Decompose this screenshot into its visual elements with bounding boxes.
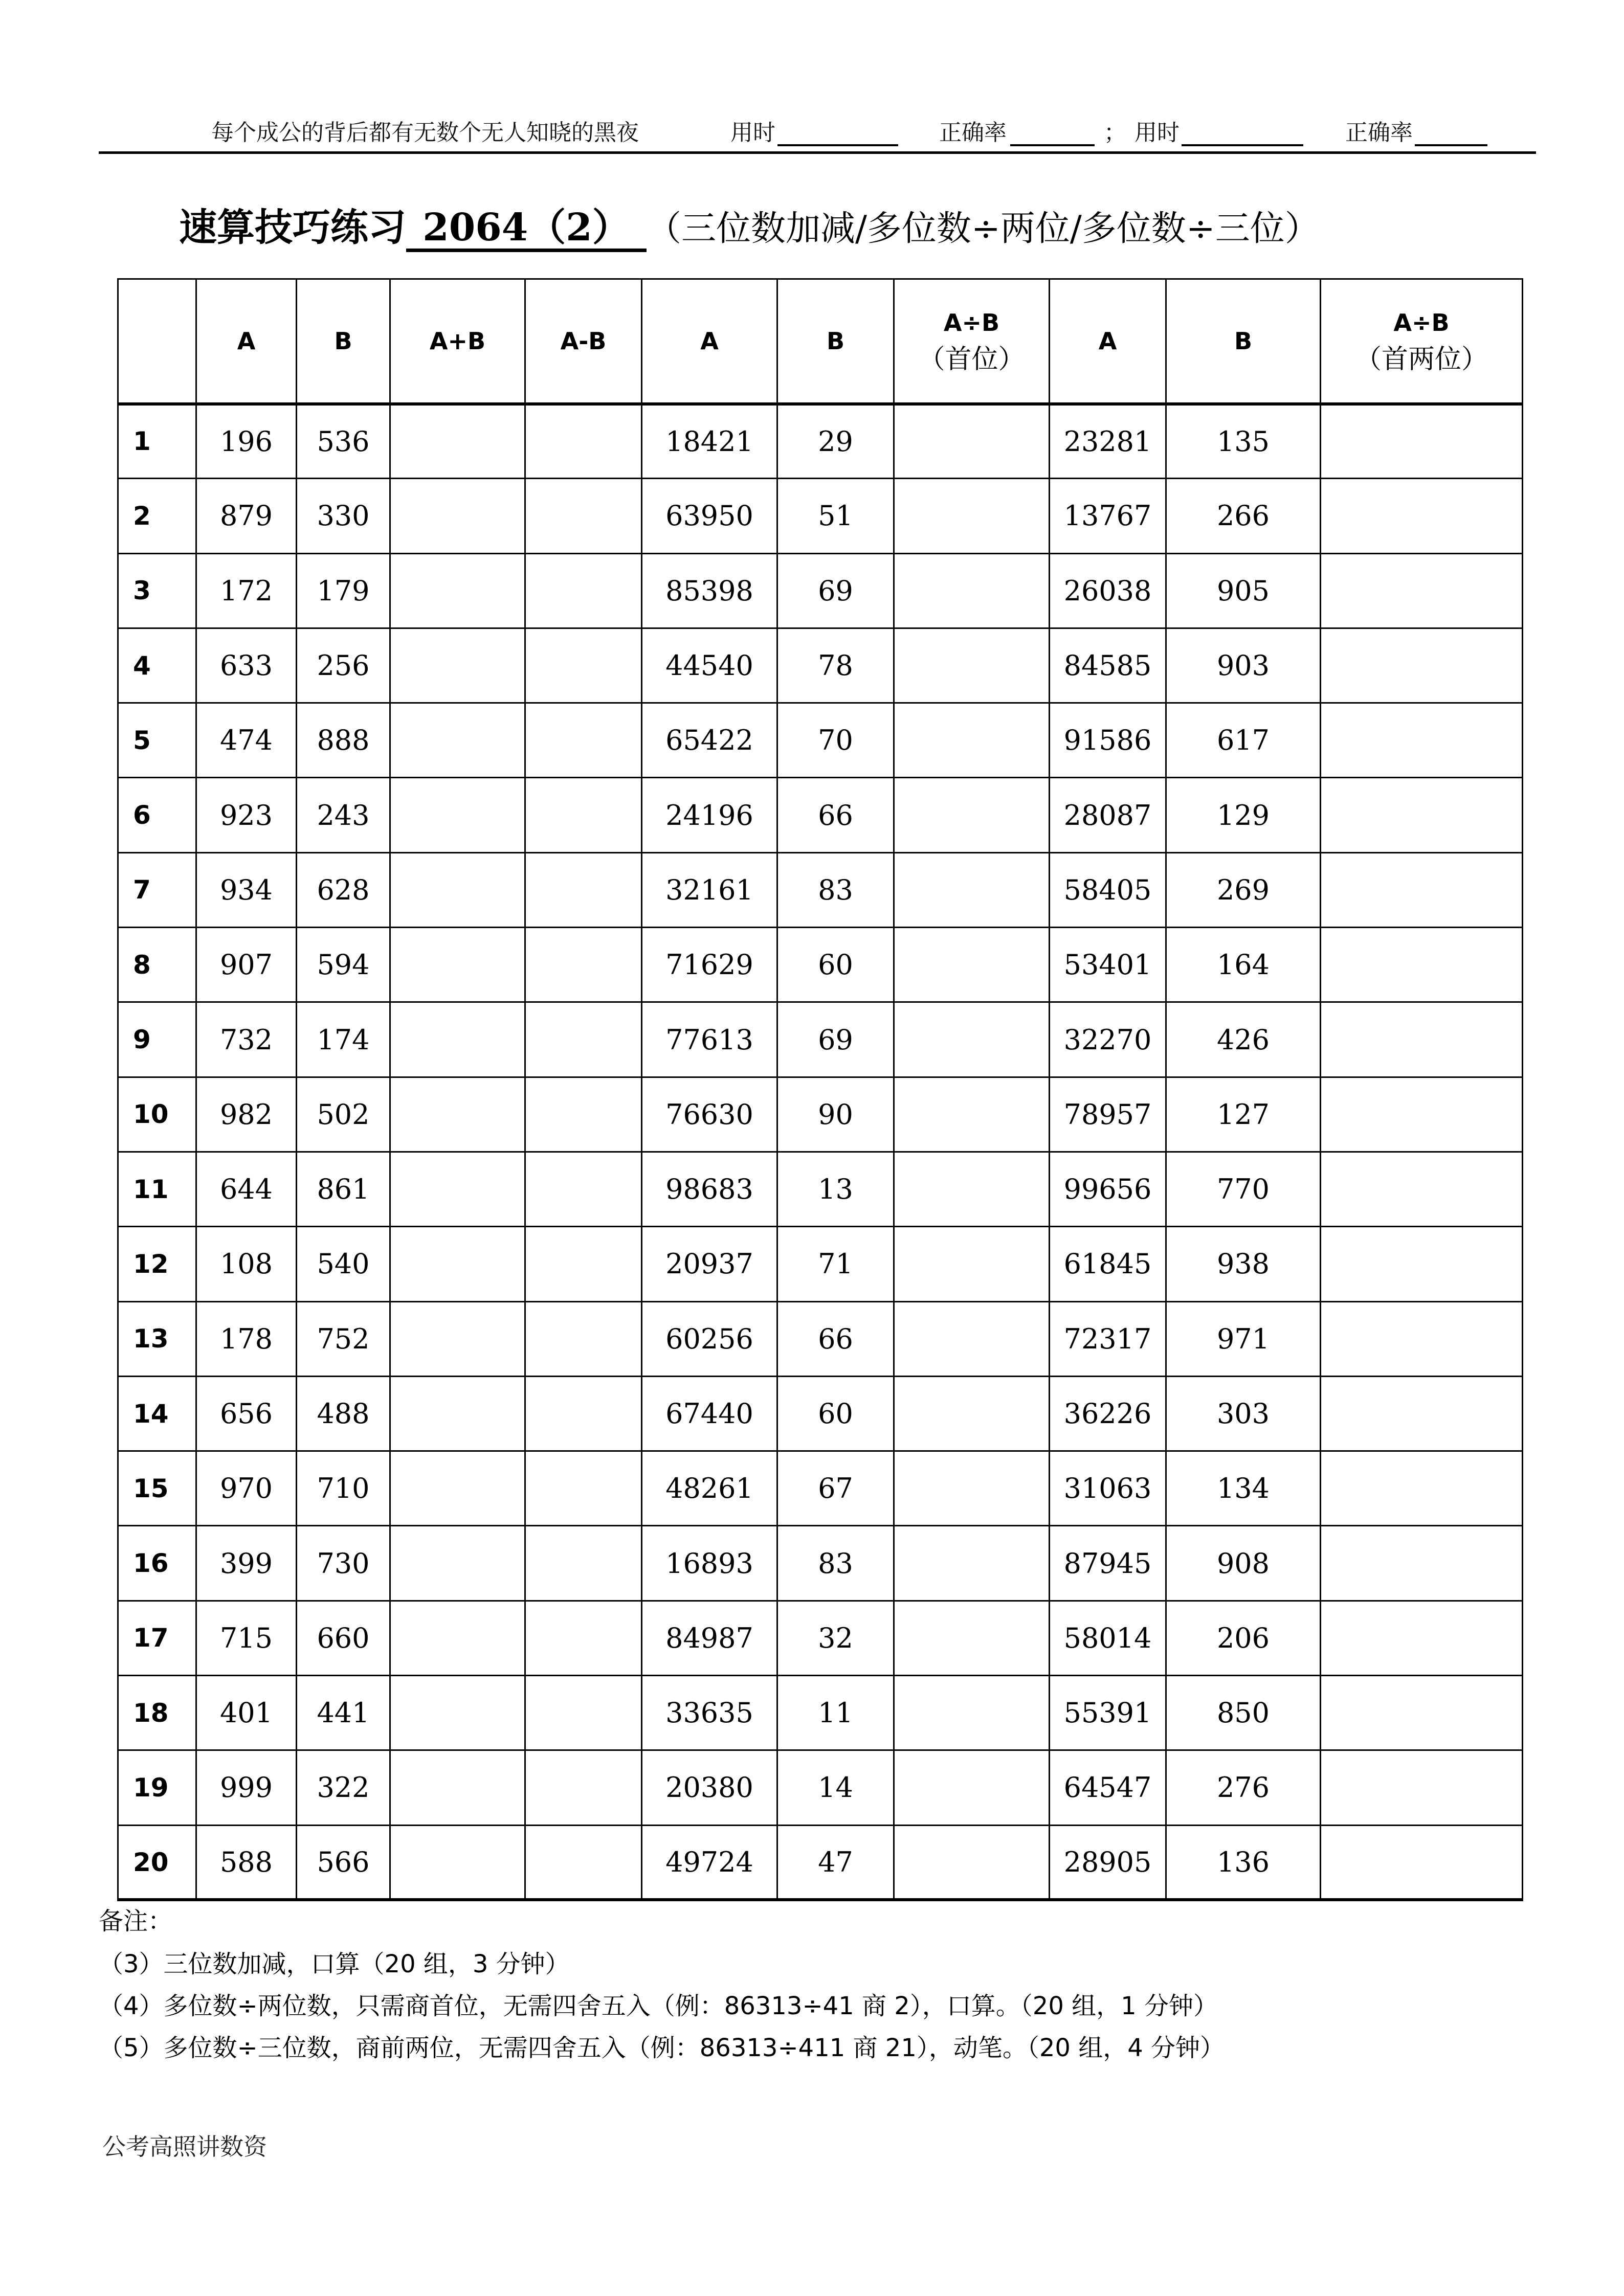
div3-answer-cell[interactable] [1321, 1301, 1523, 1376]
div2-a: 98683 [642, 1152, 777, 1226]
title-number: 2064（2） [406, 207, 647, 252]
sum-answer-cell[interactable] [390, 1227, 525, 1301]
div2-a: 71629 [642, 928, 777, 1002]
div2-answer-cell[interactable] [894, 1002, 1050, 1077]
diff-answer-cell[interactable] [525, 1227, 642, 1301]
div3-a: 53401 [1050, 928, 1166, 1002]
accuracy-blank-1[interactable] [1010, 144, 1095, 146]
addsub-a: 982 [196, 1077, 297, 1152]
div3-answer-cell[interactable] [1321, 1077, 1523, 1152]
addsub-b: 888 [297, 703, 390, 778]
diff-answer-cell[interactable] [525, 628, 642, 703]
addsub-b: 730 [297, 1526, 390, 1601]
addsub-b: 243 [297, 778, 390, 852]
div3-b: 770 [1166, 1152, 1321, 1226]
addsub-b: 330 [297, 479, 390, 553]
col-header-a2: A [642, 279, 777, 404]
div2-answer-cell[interactable] [894, 1301, 1050, 1376]
row-index: 7 [118, 852, 196, 927]
div2-b: 67 [777, 1451, 894, 1526]
sum-answer-cell[interactable] [390, 628, 525, 703]
div3-a: 64547 [1050, 1750, 1166, 1825]
addsub-b: 861 [297, 1152, 390, 1226]
col-header-a1: A [196, 279, 297, 404]
diff-answer-cell[interactable] [525, 553, 642, 628]
div3-a: 36226 [1050, 1376, 1166, 1451]
addsub-b: 322 [297, 1750, 390, 1825]
div3-b: 127 [1166, 1077, 1321, 1152]
div2-a: 67440 [642, 1376, 777, 1451]
div2-a: 48261 [642, 1451, 777, 1526]
div3-answer-cell[interactable] [1321, 852, 1523, 927]
div2-a: 65422 [642, 703, 777, 778]
div3-a: 72317 [1050, 1301, 1166, 1376]
div2-answer-cell[interactable] [894, 1077, 1050, 1152]
sum-answer-cell[interactable] [390, 479, 525, 553]
accuracy-label-2: 正确率 [1345, 120, 1413, 146]
div3-answer-cell[interactable] [1321, 1376, 1523, 1451]
time-blank-2[interactable] [1182, 144, 1303, 146]
div2-a: 60256 [642, 1301, 777, 1376]
motto-text: 每个成公的背后都有无数个无人知晓的黑夜 [211, 120, 639, 146]
div2-b: 71 [777, 1227, 894, 1301]
addsub-b: 566 [297, 1825, 390, 1900]
div3-answer-cell[interactable] [1321, 1526, 1523, 1601]
div2-answer-cell[interactable] [894, 852, 1050, 927]
div3-b: 303 [1166, 1376, 1321, 1451]
addsub-a: 108 [196, 1227, 297, 1301]
diff-answer-cell[interactable] [525, 1077, 642, 1152]
div3-a: 78957 [1050, 1077, 1166, 1152]
time-label-2: 用时 [1134, 120, 1180, 146]
diff-answer-cell[interactable] [525, 1825, 642, 1900]
title-main: 速算技巧练习 [179, 206, 406, 250]
div2-answer-cell[interactable] [894, 1227, 1050, 1301]
div3-b: 905 [1166, 553, 1321, 628]
table-row [118, 778, 1523, 852]
addsub-a: 934 [196, 852, 297, 927]
div2-b: 51 [777, 479, 894, 553]
row-index: 4 [118, 628, 196, 703]
footer-text: 公考高照讲数资 [102, 2133, 267, 2160]
addsub-b: 441 [297, 1676, 390, 1750]
accuracy-blank-2[interactable] [1415, 144, 1487, 146]
diff-answer-cell[interactable] [525, 404, 642, 479]
sum-answer-cell[interactable] [390, 1750, 525, 1825]
div2-b: 29 [777, 404, 894, 479]
div2-b: 32 [777, 1601, 894, 1675]
div2-a: 63950 [642, 479, 777, 553]
div3-b: 938 [1166, 1227, 1321, 1301]
col-header-b3: B [1166, 279, 1321, 404]
div3-a: 58014 [1050, 1601, 1166, 1675]
row-index: 1 [118, 404, 196, 479]
div2-b: 66 [777, 778, 894, 852]
sum-answer-cell[interactable] [390, 1676, 525, 1750]
div2-b: 14 [777, 1750, 894, 1825]
table-row [118, 479, 1523, 553]
div3-a: 28905 [1050, 1825, 1166, 1900]
row-index: 3 [118, 553, 196, 628]
table-row [118, 1152, 1523, 1226]
sum-answer-cell[interactable] [390, 1526, 525, 1601]
addsub-b: 256 [297, 628, 390, 703]
addsub-a: 633 [196, 628, 297, 703]
addsub-a: 196 [196, 404, 297, 479]
page-title [179, 205, 1320, 252]
div3-b: 134 [1166, 1451, 1321, 1526]
addsub-a: 178 [196, 1301, 297, 1376]
col-header-diff: A-B [525, 279, 642, 404]
addsub-b: 660 [297, 1601, 390, 1675]
separator: ； [1104, 120, 1126, 146]
table-row [118, 1676, 1523, 1750]
div2-b: 69 [777, 1002, 894, 1077]
div2-b: 78 [777, 628, 894, 703]
row-index: 6 [118, 778, 196, 852]
addsub-b: 179 [297, 553, 390, 628]
table-row [118, 928, 1523, 1002]
addsub-b: 488 [297, 1376, 390, 1451]
col-header-index [118, 279, 196, 404]
div3-answer-cell[interactable] [1321, 1676, 1523, 1750]
table-row [118, 703, 1523, 778]
sum-answer-cell[interactable] [390, 778, 525, 852]
row-index: 10 [118, 1077, 196, 1152]
table-row [118, 852, 1523, 927]
row-index: 8 [118, 928, 196, 1002]
div2-answer-cell[interactable] [894, 1825, 1050, 1900]
addsub-b: 628 [297, 852, 390, 927]
div3-answer-cell[interactable] [1321, 928, 1523, 1002]
table-row [118, 1750, 1523, 1825]
time-blank-1[interactable] [777, 144, 898, 146]
row-index: 12 [118, 1227, 196, 1301]
sum-answer-cell[interactable] [390, 1077, 525, 1152]
div2-b: 60 [777, 928, 894, 1002]
diff-answer-cell[interactable] [525, 479, 642, 553]
addsub-a: 715 [196, 1601, 297, 1675]
div3-b: 266 [1166, 479, 1321, 553]
div2-answer-cell[interactable] [894, 1526, 1050, 1601]
div2-b: 13 [777, 1152, 894, 1226]
row-index: 2 [118, 479, 196, 553]
sum-answer-cell[interactable] [390, 1002, 525, 1077]
time-label-1: 用时 [730, 120, 775, 146]
div3-answer-cell[interactable] [1321, 1227, 1523, 1301]
row-index: 16 [118, 1526, 196, 1601]
div3-b: 617 [1166, 703, 1321, 778]
sum-answer-cell[interactable] [390, 404, 525, 479]
div3-a: 87945 [1050, 1526, 1166, 1601]
div3-a: 91586 [1050, 703, 1166, 778]
col-header-quotient-first-two: A÷B （首两位） [1321, 279, 1523, 404]
sum-answer-cell[interactable] [390, 1152, 525, 1226]
div3-answer-cell[interactable] [1321, 479, 1523, 553]
row-index: 15 [118, 1451, 196, 1526]
div2-a: 84987 [642, 1601, 777, 1675]
div3-a: 32270 [1050, 1002, 1166, 1077]
sum-answer-cell[interactable] [390, 928, 525, 1002]
div3-answer-cell[interactable] [1321, 703, 1523, 778]
diff-answer-cell[interactable] [525, 1152, 642, 1226]
div2-b: 60 [777, 1376, 894, 1451]
table-row [118, 1825, 1523, 1900]
div2-a: 20380 [642, 1750, 777, 1825]
row-index: 17 [118, 1601, 196, 1675]
div3-a: 31063 [1050, 1451, 1166, 1526]
header-divider [99, 151, 1536, 154]
div2-answer-cell[interactable] [894, 1152, 1050, 1226]
table-row [118, 1227, 1523, 1301]
table-row [118, 1077, 1523, 1152]
diff-answer-cell[interactable] [525, 778, 642, 852]
div3-a: 28087 [1050, 778, 1166, 852]
div3-b: 164 [1166, 928, 1321, 1002]
div3-a: 84585 [1050, 628, 1166, 703]
table-row [118, 628, 1523, 703]
diff-answer-cell[interactable] [525, 928, 642, 1002]
table-row [118, 1601, 1523, 1675]
div2-answer-cell[interactable] [894, 1376, 1050, 1451]
row-index: 13 [118, 1301, 196, 1376]
addsub-b: 174 [297, 1002, 390, 1077]
diff-answer-cell[interactable] [525, 1676, 642, 1750]
sum-answer-cell[interactable] [390, 1376, 525, 1451]
accuracy-label-1: 正确率 [939, 120, 1007, 146]
div3-a: 13767 [1050, 479, 1166, 553]
row-index: 14 [118, 1376, 196, 1451]
col-header-b2: B [777, 279, 894, 404]
div2-a: 85398 [642, 553, 777, 628]
div2-answer-cell[interactable] [894, 1451, 1050, 1526]
div2-answer-cell[interactable] [894, 1601, 1050, 1675]
addsub-b: 502 [297, 1077, 390, 1152]
col-header-sum: A+B [390, 279, 525, 404]
div2-a: 33635 [642, 1676, 777, 1750]
div2-b: 90 [777, 1077, 894, 1152]
div2-answer-cell[interactable] [894, 778, 1050, 852]
div3-b: 276 [1166, 1750, 1321, 1825]
addsub-a: 879 [196, 479, 297, 553]
addsub-a: 656 [196, 1376, 297, 1451]
div3-answer-cell[interactable] [1321, 1750, 1523, 1825]
title-subtitle: （三位数加减/多位数÷两位/多位数÷三位） [647, 209, 1320, 249]
div3-b: 129 [1166, 778, 1321, 852]
table-row [118, 553, 1523, 628]
div3-answer-cell[interactable] [1321, 1825, 1523, 1900]
div2-b: 69 [777, 553, 894, 628]
div2-answer-cell[interactable] [894, 404, 1050, 479]
addsub-a: 644 [196, 1152, 297, 1226]
div3-answer-cell[interactable] [1321, 1002, 1523, 1077]
sum-answer-cell[interactable] [390, 1301, 525, 1376]
div2-a: 77613 [642, 1002, 777, 1077]
div3-a: 26038 [1050, 553, 1166, 628]
addsub-a: 970 [196, 1451, 297, 1526]
sum-answer-cell[interactable] [390, 1825, 525, 1900]
diff-answer-cell[interactable] [525, 1526, 642, 1601]
table-row [118, 1451, 1523, 1526]
div2-answer-cell[interactable] [894, 1750, 1050, 1825]
note-line-5: （5）多位数÷三位数，商前两位，无需四舍五入（例：86313÷411 商 21），动笔。（20 组，4 分钟） [99, 2034, 1225, 2062]
table-row [118, 1376, 1523, 1451]
div3-b: 206 [1166, 1601, 1321, 1675]
practice-table [117, 278, 1523, 1901]
row-index: 19 [118, 1750, 196, 1825]
table-row [118, 404, 1523, 479]
div3-b: 426 [1166, 1002, 1321, 1077]
diff-answer-cell[interactable] [525, 1451, 642, 1526]
row-index: 11 [118, 1152, 196, 1226]
div3-b: 850 [1166, 1676, 1321, 1750]
div3-a: 55391 [1050, 1676, 1166, 1750]
div3-answer-cell[interactable] [1321, 553, 1523, 628]
div3-b: 136 [1166, 1825, 1321, 1900]
table-header-row [118, 279, 1523, 404]
div2-a: 49724 [642, 1825, 777, 1900]
div2-a: 18421 [642, 404, 777, 479]
div3-a: 61845 [1050, 1227, 1166, 1301]
diff-answer-cell[interactable] [525, 1750, 642, 1825]
note-line-3: （3）三位数加减，口算（20 组，3 分钟） [99, 1950, 570, 1978]
addsub-b: 710 [297, 1451, 390, 1526]
col-header-a3: A [1050, 279, 1166, 404]
div3-answer-cell[interactable] [1321, 778, 1523, 852]
div2-a: 44540 [642, 628, 777, 703]
div3-b: 903 [1166, 628, 1321, 703]
addsub-a: 399 [196, 1526, 297, 1601]
div2-a: 32161 [642, 852, 777, 927]
div3-answer-cell[interactable] [1321, 1152, 1523, 1226]
div2-answer-cell[interactable] [894, 553, 1050, 628]
div3-answer-cell[interactable] [1321, 1601, 1523, 1675]
div2-a: 24196 [642, 778, 777, 852]
addsub-a: 401 [196, 1676, 297, 1750]
div2-b: 47 [777, 1825, 894, 1900]
div3-b: 135 [1166, 404, 1321, 479]
div2-b: 70 [777, 703, 894, 778]
addsub-a: 732 [196, 1002, 297, 1077]
div2-answer-cell[interactable] [894, 479, 1050, 553]
diff-answer-cell[interactable] [525, 1376, 642, 1451]
div2-answer-cell[interactable] [894, 928, 1050, 1002]
addsub-a: 999 [196, 1750, 297, 1825]
addsub-b: 536 [297, 404, 390, 479]
div2-answer-cell[interactable] [894, 703, 1050, 778]
div3-a: 23281 [1050, 404, 1166, 479]
addsub-a: 907 [196, 928, 297, 1002]
row-index: 5 [118, 703, 196, 778]
row-index: 9 [118, 1002, 196, 1077]
addsub-a: 588 [196, 1825, 297, 1900]
col-header-b1: B [297, 279, 390, 404]
note-line-4: （4）多位数÷两位数，只需商首位，无需四舍五入（例：86313÷41 商 2），口算。（20 组，1 分钟） [99, 1992, 1218, 2020]
table-row [118, 1301, 1523, 1376]
div3-a: 58405 [1050, 852, 1166, 927]
div2-b: 83 [777, 852, 894, 927]
addsub-b: 540 [297, 1227, 390, 1301]
div2-a: 76630 [642, 1077, 777, 1152]
div3-answer-cell[interactable] [1321, 404, 1523, 479]
div2-a: 16893 [642, 1526, 777, 1601]
notes-heading: 备注： [99, 1907, 173, 1935]
div2-b: 66 [777, 1301, 894, 1376]
row-index: 18 [118, 1676, 196, 1750]
div3-b: 971 [1166, 1301, 1321, 1376]
addsub-a: 172 [196, 553, 297, 628]
div2-answer-cell[interactable] [894, 628, 1050, 703]
addsub-b: 594 [297, 928, 390, 1002]
row-index: 20 [118, 1825, 196, 1900]
div3-answer-cell[interactable] [1321, 1451, 1523, 1526]
diff-answer-cell[interactable] [525, 1601, 642, 1675]
div3-answer-cell[interactable] [1321, 628, 1523, 703]
addsub-b: 752 [297, 1301, 390, 1376]
diff-answer-cell[interactable] [525, 703, 642, 778]
div2-a: 20937 [642, 1227, 777, 1301]
div2-b: 83 [777, 1526, 894, 1601]
sum-answer-cell[interactable] [390, 1451, 525, 1526]
sum-answer-cell[interactable] [390, 1601, 525, 1675]
diff-answer-cell[interactable] [525, 1002, 642, 1077]
table-row [118, 1002, 1523, 1077]
div2-b: 11 [777, 1676, 894, 1750]
sum-answer-cell[interactable] [390, 852, 525, 927]
div3-b: 908 [1166, 1526, 1321, 1601]
diff-answer-cell[interactable] [525, 852, 642, 927]
addsub-a: 474 [196, 703, 297, 778]
addsub-a: 923 [196, 778, 297, 852]
sum-answer-cell[interactable] [390, 703, 525, 778]
sum-answer-cell[interactable] [390, 553, 525, 628]
col-header-quotient-first: A÷B （首位） [894, 279, 1050, 404]
diff-answer-cell[interactable] [525, 1301, 642, 1376]
div3-b: 269 [1166, 852, 1321, 927]
table-row [118, 1526, 1523, 1601]
div3-a: 99656 [1050, 1152, 1166, 1226]
div2-answer-cell[interactable] [894, 1676, 1050, 1750]
